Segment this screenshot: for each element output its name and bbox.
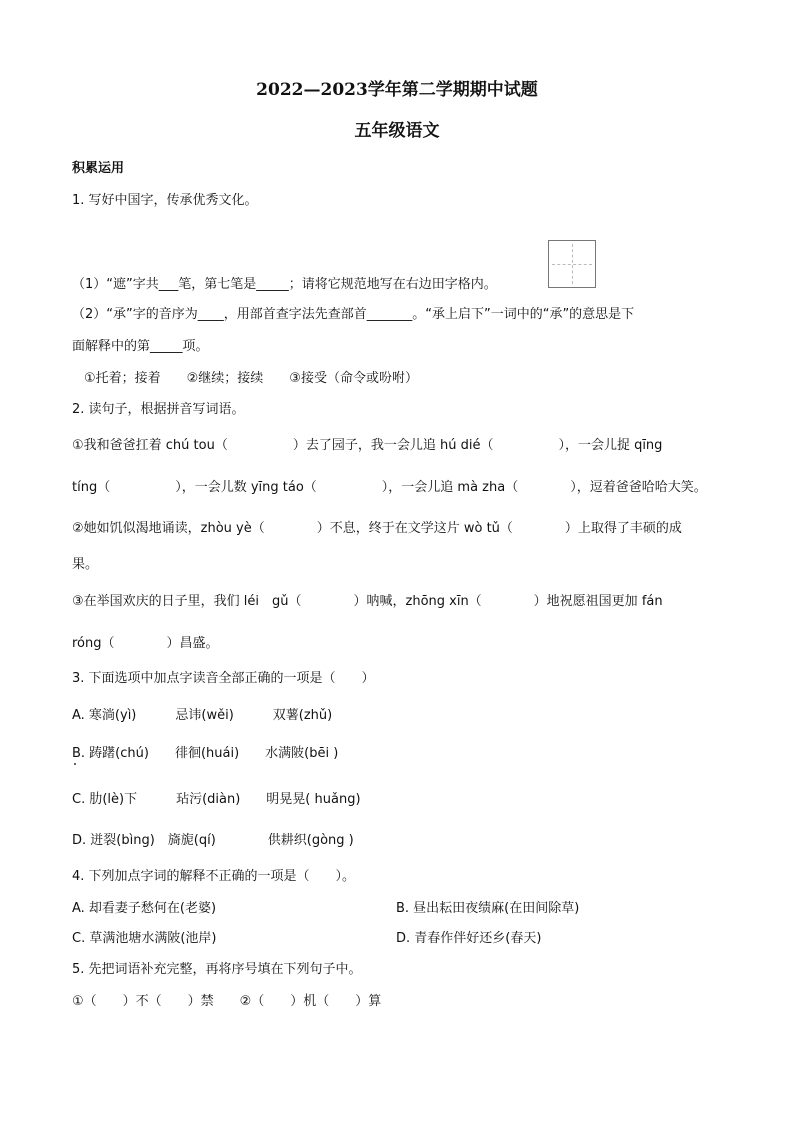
tianzige-writing-grid[interactable] <box>548 240 596 288</box>
q4-option-d: D. 青春作伴好还乡(春天) <box>396 931 542 946</box>
q1-stem: 1. 写好中国字，传承优秀文化。 <box>72 193 258 208</box>
q3-option-b: B. 踌躇(chú) 徘徊(huái) 水满陂(bēi ) <box>72 746 339 761</box>
q4-option-c: C. 草满池塘水满陂(池岸) <box>72 931 217 946</box>
q2-sentence3-line2: róng（ ）昌盛。 <box>72 636 219 651</box>
emphasis-dot <box>74 763 76 765</box>
q2-sentence1-line2: tíng（ ），一会儿数 yīng táo（ ），一会儿追 mà zha（ ），逗着爸爸哈哈大笑。 <box>72 480 707 495</box>
q3-option-c: C. 肋(lè)下 玷污(diàn) 明晃晃( huǎng) <box>72 792 361 807</box>
q4-stem: 4. 下列加点字词的解释不正确的一项是（ ）。 <box>72 869 356 884</box>
q2-sentence1-line1: ①我和爸爸扛着 chú tou（ ）去了园子，我一会儿追 hú dié（ ），一会儿捉 qīng <box>72 438 663 453</box>
exam-title: 2022—2023学年第二学期期中试题 <box>256 80 538 100</box>
q4-option-b: B. 昼出耘田夜绩麻(在田间除草) <box>396 901 580 916</box>
q2-stem: 2. 读句子，根据拼音写词语。 <box>72 402 245 417</box>
q3-option-d: D. 迸裂(bìng) 旖旎(qí) 供耕织(gòng ) <box>72 833 354 848</box>
q1-part2-line1: （2）“承”字的音序为____，用部首查字法先查部首_______。“承上启下”一词中的“承”的意思是下 <box>72 307 635 322</box>
q3-option-a: A. 寒淌(yì) 忌讳(wěi) 双薯(zhǔ) <box>72 708 333 723</box>
q1-options: ①托着；接着 ②继续；接续 ③接受（命令或吩咐） <box>84 371 418 386</box>
q5-items: ①（ ）不（ ）禁 ②（ ）机（ ）算 <box>72 994 382 1009</box>
q2-sentence2-line2: 果。 <box>72 557 99 572</box>
section-heading: 积累运用 <box>72 161 125 176</box>
grid-vertical-guide <box>572 244 573 284</box>
q5-stem: 5. 先把词语补充完整，再将序号填在下列句子中。 <box>72 962 362 977</box>
q1-part2-line2: 面解释中的第_____项。 <box>72 339 209 354</box>
q4-option-a: A. 却看妻子愁何在(老婆) <box>72 901 217 916</box>
exam-subtitle: 五年级语文 <box>354 121 440 141</box>
q2-sentence2-line1: ②她如饥似渴地诵读，zhòu yè（ ）不息，终于在文学这片 wò tǔ（ ）上取得了丰硕的成 <box>72 521 682 536</box>
q3-stem: 3. 下面选项中加点字读音全部正确的一项是（ ） <box>72 671 375 686</box>
q2-sentence3-line1: ③在举国欢庆的日子里，我们 léi gǔ（ ）呐喊，zhōng xīn（ ）地祝愿祖国更加 fán <box>72 594 663 609</box>
q1-part1: （1）“遮”字共___笔，第七笔是_____；请将它规范地写在右边田字格内。 <box>72 277 497 292</box>
